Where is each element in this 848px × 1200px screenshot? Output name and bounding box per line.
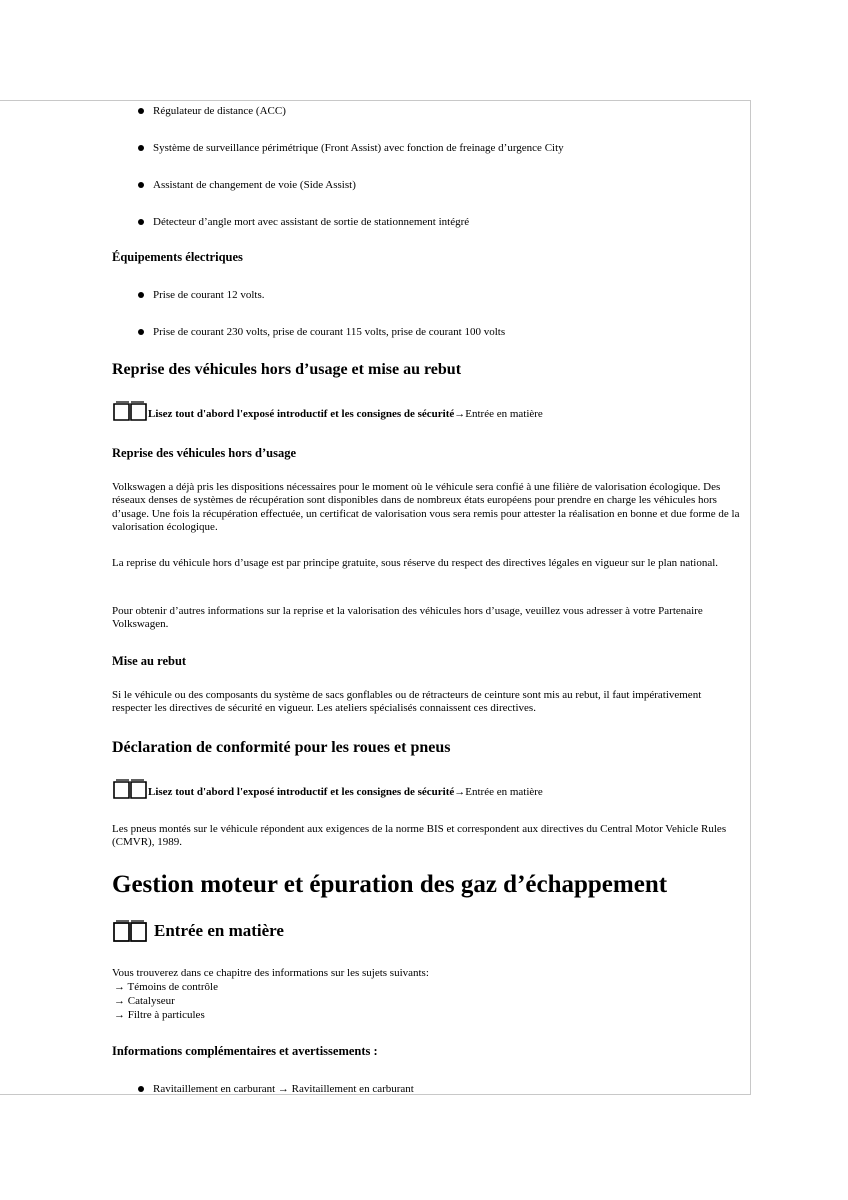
paragraph: Les pneus montés sur le véhicule répondent aux exigences de la norme BIS et correspondent aux directives du Central Motor Vehicle Rules (CMVR), 1989. [112, 823, 727, 849]
book-icon [112, 779, 148, 799]
book-icon [112, 401, 148, 421]
safety-notice: Lisez tout d'abord l'exposé introductif et les consignes de sécurité →Entrée en matière [112, 779, 543, 799]
link-intro[interactable]: →Entrée en matière [454, 408, 543, 420]
intro-heading: Entrée en matière [112, 920, 284, 942]
list-item [138, 1082, 414, 1096]
book-icon [112, 920, 148, 942]
section-heading-electrical: Équipements électriques [112, 250, 243, 264]
section-heading-conformity: Déclaration de conformité pour les roues et pneus [112, 739, 451, 756]
link-particle-filter[interactable]: → Filtre à particules [114, 1009, 205, 1021]
sub-heading-info: Informations complémentaires et avertissements : [112, 1044, 378, 1058]
safety-notice: Lisez tout d'abord l'exposé introductif et les consignes de sécurité →Entrée en matière [112, 401, 543, 421]
bullet-icon [138, 182, 144, 188]
link-refuelling[interactable]: Ravitaillement en carburant → Ravitaillement en carburant [153, 1083, 414, 1095]
paragraph: Volkswagen a déjà pris les dispositions nécessaires pour le moment où le véhicule sera confié à une filière de valorisation écologique. Des réseaux denses de systèmes de récupération sont disponibles dans de nombreux états européens pour prendre en charge les véhicules hors d’usage. Une fois la récupération effectuée, un certificat de valorisation vous sera remis pour attester la réalisation en bonne et due forme de la valorisation écologique. [112, 481, 740, 533]
bullet-icon [138, 219, 144, 225]
list-item: Régulateur de distance (ACC) [138, 104, 286, 118]
chapter-title: Gestion moteur et épuration des gaz d’échappement [112, 871, 668, 898]
sub-heading-end-of-life: Reprise des véhicules hors d’usage [112, 446, 297, 460]
link-intro[interactable]: →Entrée en matière [454, 786, 543, 798]
bullet-icon [138, 1086, 144, 1092]
link-catalyst[interactable]: → Catalyseur [114, 995, 175, 1007]
bullet-icon [138, 145, 144, 151]
link-warning-lamps[interactable]: → Témoins de contrôle [114, 981, 218, 993]
paragraph: Pour obtenir d’autres informations sur la reprise et la valorisation des véhicules hors d’usage, veuillez vous adresser à votre Partenaire Volkswagen. [112, 605, 703, 631]
intro-text: Vous trouverez dans ce chapitre des informations sur les sujets suivants: [112, 967, 429, 979]
bullet-icon [138, 329, 144, 335]
section-heading-recycling: Reprise des véhicules hors d’usage et mise au rebut [112, 361, 462, 378]
paragraph: La reprise du véhicule hors d’usage est par principe gratuite, sous réserve du respect des directives légales en vigueur sur le plan national. [112, 557, 719, 569]
paragraph: Si le véhicule ou des composants du système de sacs gonflables ou de rétracteurs de ceinture sont mis au rebut, il faut impérativement respecter les directives de sécurité en vigueur. Les ateliers spécialisés connaissent ces directives. [112, 689, 702, 715]
list-item: Détecteur d’angle mort avec assistant de sortie de stationnement intégré [138, 215, 469, 229]
list-item: Prise de courant 230 volts, prise de courant 115 volts, prise de courant 100 volts [138, 325, 505, 339]
list-item: Assistant de changement de voie (Side Assist) [138, 178, 356, 192]
list-item: Prise de courant 12 volts. [138, 288, 265, 302]
list-item: Système de surveillance périmétrique (Front Assist) avec fonction de freinage d’urgence City [138, 141, 564, 155]
sub-heading-disposal: Mise au rebut [112, 654, 187, 668]
bullet-icon [138, 108, 144, 114]
bullet-icon [138, 292, 144, 298]
